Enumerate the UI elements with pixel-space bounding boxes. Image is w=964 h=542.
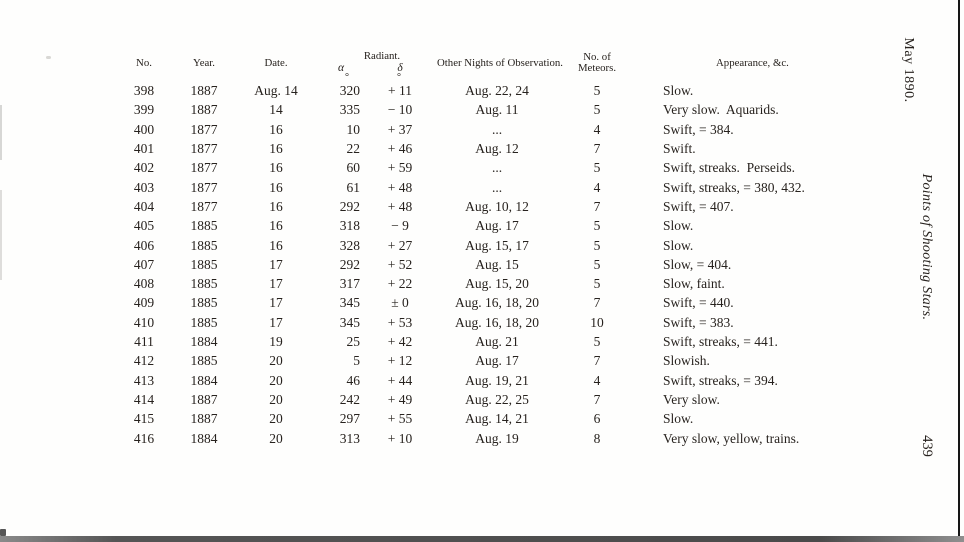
table-row [113, 255, 937, 274]
header-date: Date. [264, 57, 288, 69]
table-row [113, 409, 937, 428]
cell-appearance: Swift, = 407. [663, 198, 734, 214]
cell-date: 20 [269, 353, 283, 369]
cell-year: 1885 [190, 353, 218, 369]
cell-meteor-count: 7 [593, 140, 601, 156]
cell-other-nights: ... [491, 160, 503, 176]
page-number: 439 [919, 435, 935, 457]
cell-meteor-count: 8 [593, 430, 601, 446]
scan-artifact-corner [0, 529, 6, 536]
cell-no: 414 [133, 392, 155, 407]
cell-radiant-dec: + 11 [388, 83, 412, 98]
cell-no: 404 [133, 198, 155, 214]
cell-meteor-count: 5 [593, 256, 601, 272]
header-radiant-group [319, 48, 437, 81]
cell-meteor-count: 5 [593, 276, 601, 292]
header-radiant-sub [319, 62, 437, 74]
cell-radiant-ra: 61 [346, 179, 360, 195]
cell-radiant-dec: ± 0 [391, 295, 409, 311]
table-row [113, 293, 937, 312]
header-year: Year. [193, 57, 215, 69]
cell-date: 19 [269, 334, 283, 350]
table-row [113, 158, 937, 177]
cell-radiant-ra: 320 [339, 83, 360, 98]
cell-appearance: Slowish. [663, 353, 710, 369]
table-row [113, 274, 937, 293]
cell-radiant-ra: 313 [339, 430, 360, 446]
table-row [113, 81, 937, 100]
cell-appearance: Slow, = 404. [663, 256, 732, 272]
cell-meteor-count: 5 [593, 83, 601, 98]
cell-no: 411 [134, 334, 154, 350]
table-row [113, 332, 937, 351]
table-row [113, 313, 937, 332]
cell-other-nights: Aug. 19, 21 [465, 372, 529, 388]
cell-other-nights: Aug. 12 [475, 140, 519, 156]
cell-other-nights: Aug. 15, 20 [465, 276, 529, 292]
degree-mark-ra: ° [345, 72, 349, 83]
cell-other-nights: Aug. 15 [475, 256, 519, 272]
table-row [113, 178, 937, 197]
cell-appearance: Slow. [663, 218, 694, 234]
cell-appearance: Very slow. Aquarids. [663, 102, 779, 118]
header-alpha: α [337, 62, 345, 74]
cell-date: 20 [269, 372, 283, 388]
cell-radiant-dec: + 12 [387, 353, 413, 369]
cell-meteor-count: 10 [590, 314, 604, 330]
cell-year: 1884 [190, 430, 218, 446]
cell-no: 406 [133, 237, 155, 253]
cell-radiant-ra: 297 [339, 411, 360, 427]
scan-artifact-left-2 [0, 190, 2, 280]
cell-meteor-count: 5 [593, 334, 601, 350]
cell-year: 1877 [190, 121, 218, 137]
cell-no: 407 [133, 256, 155, 272]
cell-date: 17 [269, 295, 283, 311]
cell-no: 403 [133, 179, 155, 195]
cell-radiant-dec: + 49 [387, 392, 413, 407]
cell-year: 1884 [190, 334, 218, 350]
cell-appearance: Swift. [663, 140, 696, 156]
cell-radiant-ra: 25 [346, 334, 360, 350]
cell-date: 20 [269, 430, 283, 446]
cell-other-nights: Aug. 17 [475, 353, 519, 369]
cell-other-nights: Aug. 11 [475, 102, 519, 118]
cell-radiant-dec: − 9 [391, 218, 409, 234]
cell-radiant-ra: 46 [346, 372, 360, 388]
table-row [113, 351, 937, 370]
cell-appearance: Swift, streaks, = 380, 432. [663, 179, 805, 195]
cell-no: 412 [133, 353, 155, 369]
cell-meteor-count: 5 [593, 237, 601, 253]
margin-issue-date: May 1890. [901, 37, 916, 103]
cell-radiant-ra: 10 [346, 121, 360, 137]
cell-year: 1885 [190, 218, 218, 234]
cell-radiant-dec: + 46 [387, 140, 413, 156]
cell-date: 16 [269, 198, 283, 214]
cell-no: 401 [133, 140, 155, 156]
cell-meteor-count: 5 [593, 218, 601, 234]
header-appearance: Appearance, &c. [716, 57, 789, 69]
scan-bottom-border [0, 536, 964, 542]
scan-right-border [958, 0, 960, 537]
cell-appearance: Slow. [663, 83, 694, 98]
cell-other-nights: Aug. 16, 18, 20 [455, 314, 539, 330]
table-row [113, 429, 937, 448]
cell-other-nights: ... [491, 121, 503, 137]
cell-meteor-count: 6 [593, 411, 601, 427]
cell-no: 415 [133, 411, 155, 427]
cell-date: 16 [269, 218, 283, 234]
cell-no: 408 [133, 276, 155, 292]
cell-radiant-dec: + 22 [387, 276, 413, 292]
cell-radiant-ra: 242 [339, 392, 360, 407]
cell-meteor-count: 7 [593, 353, 601, 369]
table-body [113, 81, 937, 448]
cell-radiant-dec: + 27 [387, 237, 413, 253]
cell-date: Aug. 14 [254, 83, 298, 98]
cell-no: 410 [133, 314, 155, 330]
cell-radiant-dec: − 10 [387, 102, 413, 118]
cell-year: 1885 [190, 276, 218, 292]
cell-no: 399 [133, 102, 155, 118]
degree-mark-dec: ° [397, 72, 401, 83]
cell-radiant-ra: 345 [339, 295, 360, 311]
meteor-table [113, 48, 937, 448]
header-radiant: Radiant. [363, 50, 401, 62]
cell-appearance: Swift, = 384. [663, 121, 734, 137]
cell-date: 20 [269, 392, 283, 407]
cell-year: 1877 [190, 160, 218, 176]
table-header [113, 48, 937, 81]
cell-year: 1887 [190, 411, 218, 427]
cell-radiant-ra: 292 [339, 256, 360, 272]
cell-date: 17 [269, 256, 283, 272]
cell-date: 17 [269, 314, 283, 330]
cell-appearance: Slow. [663, 411, 694, 427]
cell-date: 20 [269, 411, 283, 427]
cell-appearance: Swift, = 440. [663, 295, 734, 311]
cell-other-nights: Aug. 14, 21 [465, 411, 529, 427]
cell-meteor-count: 5 [593, 102, 601, 118]
cell-date: 16 [269, 160, 283, 176]
header-other-nights: Other Nights of Observation. [437, 57, 563, 69]
cell-radiant-ra: 317 [339, 276, 360, 292]
cell-other-nights: Aug. 22, 25 [465, 392, 529, 407]
table-row [113, 390, 937, 409]
cell-year: 1887 [190, 392, 218, 407]
cell-radiant-ra: 335 [339, 102, 360, 118]
cell-date: 16 [269, 140, 283, 156]
cell-radiant-ra: 345 [339, 314, 360, 330]
cell-radiant-dec: + 59 [387, 160, 413, 176]
cell-radiant-ra: 5 [353, 353, 360, 369]
cell-appearance: Slow, faint. [663, 276, 725, 292]
cell-other-nights: Aug. 17 [475, 218, 519, 234]
cell-no: 398 [133, 83, 155, 98]
cell-year: 1885 [190, 314, 218, 330]
cell-appearance: Very slow. [663, 392, 720, 407]
cell-appearance: Very slow, yellow, trains. [663, 430, 800, 446]
cell-appearance: Swift, = 383. [663, 314, 734, 330]
table-row [113, 120, 937, 139]
scan-artifact-left-1 [0, 105, 2, 160]
margin-running-title: Points of Shooting Stars. [919, 173, 934, 321]
table-row [113, 100, 937, 119]
cell-radiant-dec: + 10 [387, 430, 413, 446]
cell-other-nights: Aug. 22, 24 [465, 83, 529, 98]
cell-year: 1885 [190, 256, 218, 272]
cell-no: 402 [133, 160, 155, 176]
cell-other-nights: Aug. 15, 17 [465, 237, 529, 253]
cell-year: 1884 [190, 372, 218, 388]
cell-year: 1877 [190, 198, 218, 214]
table-row [113, 236, 937, 255]
cell-meteor-count: 4 [593, 179, 601, 195]
cell-radiant-dec: + 55 [387, 411, 413, 427]
header-delta: δ [397, 62, 403, 74]
cell-year: 1887 [190, 102, 218, 118]
cell-appearance: Slow. [663, 237, 694, 253]
cell-other-nights: Aug. 21 [475, 334, 519, 350]
cell-date: 17 [269, 276, 283, 292]
cell-year: 1885 [190, 295, 218, 311]
table-row [113, 197, 937, 216]
cell-radiant-ra: 22 [346, 140, 360, 156]
cell-no: 413 [133, 372, 155, 388]
table-row [113, 139, 937, 158]
cell-date: 16 [269, 237, 283, 253]
cell-appearance: Swift, streaks, = 441. [663, 334, 778, 350]
cell-date: 14 [269, 102, 283, 118]
table-row [113, 371, 937, 390]
header-meteors-line1: No. of [583, 51, 611, 63]
cell-radiant-dec: + 44 [387, 372, 413, 388]
cell-radiant-dec: + 42 [387, 334, 413, 350]
cell-year: 1885 [190, 237, 218, 253]
cell-year: 1887 [190, 83, 218, 98]
cell-meteor-count: 4 [593, 121, 601, 137]
cell-meteor-count: 7 [593, 198, 601, 214]
cell-radiant-dec: + 52 [387, 256, 413, 272]
cell-other-nights: Aug. 10, 12 [465, 198, 529, 214]
cell-date: 16 [269, 121, 283, 137]
cell-appearance: Swift, streaks, = 394. [663, 372, 778, 388]
table-row [113, 216, 937, 235]
cell-radiant-ra: 318 [339, 218, 360, 234]
cell-meteor-count: 7 [593, 392, 601, 407]
cell-meteor-count: 5 [593, 160, 601, 176]
cell-radiant-dec: + 48 [387, 198, 413, 214]
cell-no: 409 [133, 295, 155, 311]
cell-other-nights: Aug. 16, 18, 20 [455, 295, 539, 311]
cell-other-nights: ... [491, 179, 503, 195]
cell-radiant-ra: 292 [339, 198, 360, 214]
cell-appearance: Swift, streaks. Perseids. [663, 160, 795, 176]
header-no: No. [136, 57, 152, 69]
cell-radiant-dec: + 53 [387, 314, 413, 330]
header-meteors-line2: Meteors. [577, 62, 617, 74]
cell-radiant-dec: + 37 [387, 121, 413, 137]
cell-year: 1877 [190, 140, 218, 156]
cell-radiant-ra: 60 [346, 160, 360, 176]
cell-other-nights: Aug. 19 [475, 430, 519, 446]
header-meteors [557, 48, 637, 81]
cell-no: 416 [133, 430, 155, 446]
cell-radiant-dec: + 48 [387, 179, 413, 195]
cell-no: 400 [133, 121, 155, 137]
cell-meteor-count: 4 [593, 372, 601, 388]
scan-artifact-smudge [46, 56, 51, 59]
cell-meteor-count: 7 [593, 295, 601, 311]
cell-no: 405 [133, 218, 155, 234]
cell-radiant-ra: 328 [339, 237, 360, 253]
cell-date: 16 [269, 179, 283, 195]
cell-year: 1877 [190, 179, 218, 195]
